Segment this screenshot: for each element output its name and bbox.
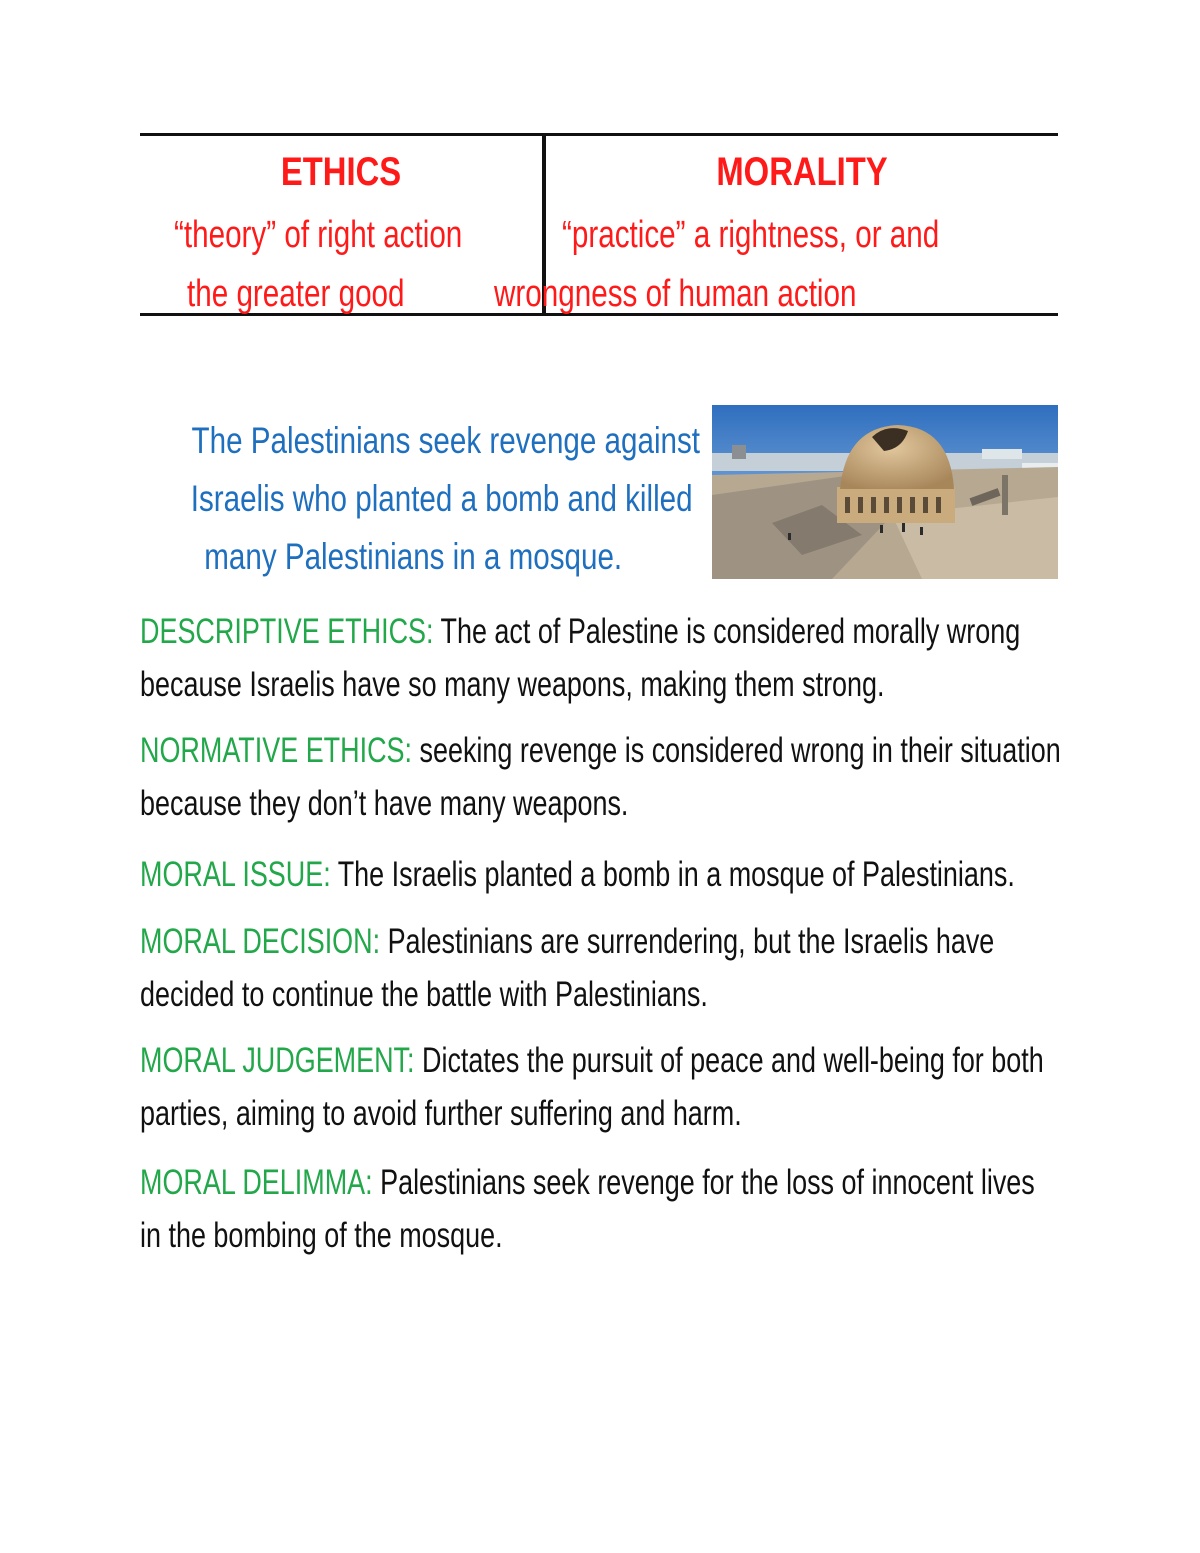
term-moral-issue [140, 848, 1140, 901]
term-text: The Israelis planted a bomb in a mosque of Palestinians. [330, 855, 1015, 894]
scenario-line: many Palestinians in a mosque. [204, 536, 622, 577]
term-normative-ethics [140, 724, 1140, 830]
term-moral-judgement [140, 1034, 1140, 1140]
ethics-definition-line-1: “theory” of right action [174, 214, 463, 256]
term-text: Dictates the pursuit of peace and well-being for both [414, 1041, 1044, 1080]
term-label: NORMATIVE ETHICS: [140, 731, 413, 770]
ethics-heading: ETHICS [280, 150, 402, 194]
term-text: The act of Palestine is considered morally wrong [433, 612, 1021, 651]
scenario-text [128, 412, 701, 586]
term-label: MORAL JUDGEMENT: [140, 1041, 415, 1080]
scenario-line: Israelis who planted a bomb and killed [190, 478, 693, 519]
term-text: seeking revenge is considered wrong in their situation [412, 731, 1061, 770]
scenario-line: The Palestinians seek revenge against [191, 420, 701, 461]
term-label: MORAL ISSUE: [140, 855, 331, 894]
term-descriptive-ethics [140, 605, 1140, 711]
term-text: because Israelis have so many weapons, making them strong. [140, 665, 885, 704]
morality-definition-line-2: wrongness of human action [494, 273, 857, 315]
term-label: DESCRIPTIVE ETHICS: [140, 612, 434, 651]
destroyed-mosque-photo [712, 405, 1058, 579]
ethics-definition-line-2: the greater good [187, 273, 405, 315]
term-text: Palestinians are surrendering, but the Israelis have [380, 922, 995, 961]
term-label: MORAL DECISION: [140, 922, 381, 961]
morality-heading: MORALITY [716, 150, 888, 194]
term-text: in the bombing of the mosque. [140, 1216, 503, 1255]
term-text: Palestinians seek revenge for the loss of innocent lives [372, 1163, 1035, 1202]
term-text: parties, aiming to avoid further suffering and harm. [140, 1094, 742, 1133]
term-moral-decision [140, 915, 1140, 1021]
morality-definition-line-1: “practice” a rightness, or and [562, 214, 940, 256]
term-text: because they don’t have many weapons. [140, 784, 629, 823]
ethics-morality-table [140, 133, 1058, 316]
term-label: MORAL DELIMMA: [140, 1163, 373, 1202]
term-moral-dilemma [140, 1156, 1140, 1262]
term-text: decided to continue the battle with Palestinians. [140, 975, 708, 1014]
